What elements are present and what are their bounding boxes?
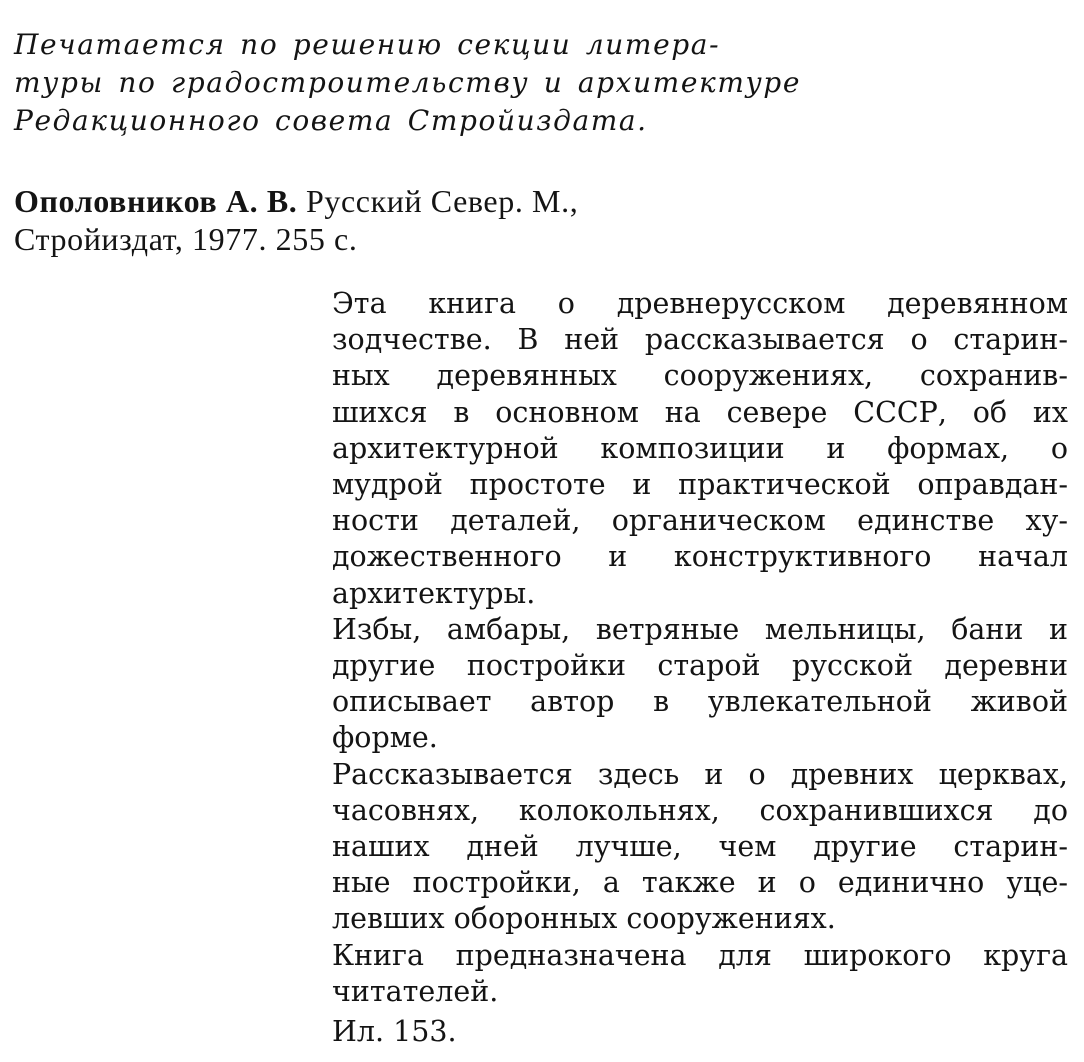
abstract-line: описывает автор в увлекательной живой <box>332 685 1068 719</box>
abstract-line: читателей. <box>332 974 499 1008</box>
author-name: Ополовников А. В. <box>14 183 298 219</box>
abstract-line: Эта книга о древнерусском деревянном <box>332 287 1068 320</box>
abstract-line: левших оборонных сооружениях. <box>332 902 836 936</box>
abstract-line: ных деревянных сооружениях, сохранив- <box>332 359 1068 393</box>
abstract-line: другие постройки старой русской деревни <box>332 649 1068 683</box>
abstract-line: часовнях, колокольнях, сохранившихся до <box>332 793 1068 827</box>
imprint-line: Редакционного совета Стройиздата. <box>14 104 648 137</box>
bibliographic-citation <box>14 182 774 258</box>
citation-line-1 <box>14 182 774 220</box>
book-title-place: Русский Север. М., <box>297 183 579 219</box>
abstract-line: архитектурной композиции и формах, о <box>332 431 1068 465</box>
citation-line-2: Стройиздат, 1977. 255 с. <box>14 221 358 257</box>
abstract-line: Книга предназначена для широкого круга <box>332 938 1068 972</box>
abstract-line: ности деталей, органическом единстве ху- <box>332 504 1068 538</box>
abstract-line: форме. <box>332 721 438 755</box>
illustrations-count: Ил. 153. <box>332 1015 457 1048</box>
imprint-note <box>14 26 801 140</box>
abstract-line: Рассказывается здесь и о древних церквах, <box>332 757 1068 791</box>
imprint-line: Печатается по решению секции литера- <box>14 28 721 61</box>
abstract-line: зодчестве. В ней рассказывается о старин- <box>332 323 1068 357</box>
abstract-line: наших дней лучше, чем другие старин- <box>332 830 1068 864</box>
abstract-line: ные постройки, а также и о единично уце- <box>332 866 1068 900</box>
abstract-line: архитектуры. <box>332 576 536 610</box>
abstract-line: мудрой простоте и практической оправдан- <box>332 468 1068 502</box>
imprint-line: туры по градостроительству и архитектуре <box>14 66 801 99</box>
book-abstract <box>332 286 1068 1010</box>
abstract-line: дожественного и конструктивного начал <box>332 540 1068 574</box>
abstract-line: шихся в основном на севере СССР, об их <box>332 395 1068 429</box>
abstract-line: Избы, амбары, ветряные мельницы, бани и <box>332 612 1068 646</box>
